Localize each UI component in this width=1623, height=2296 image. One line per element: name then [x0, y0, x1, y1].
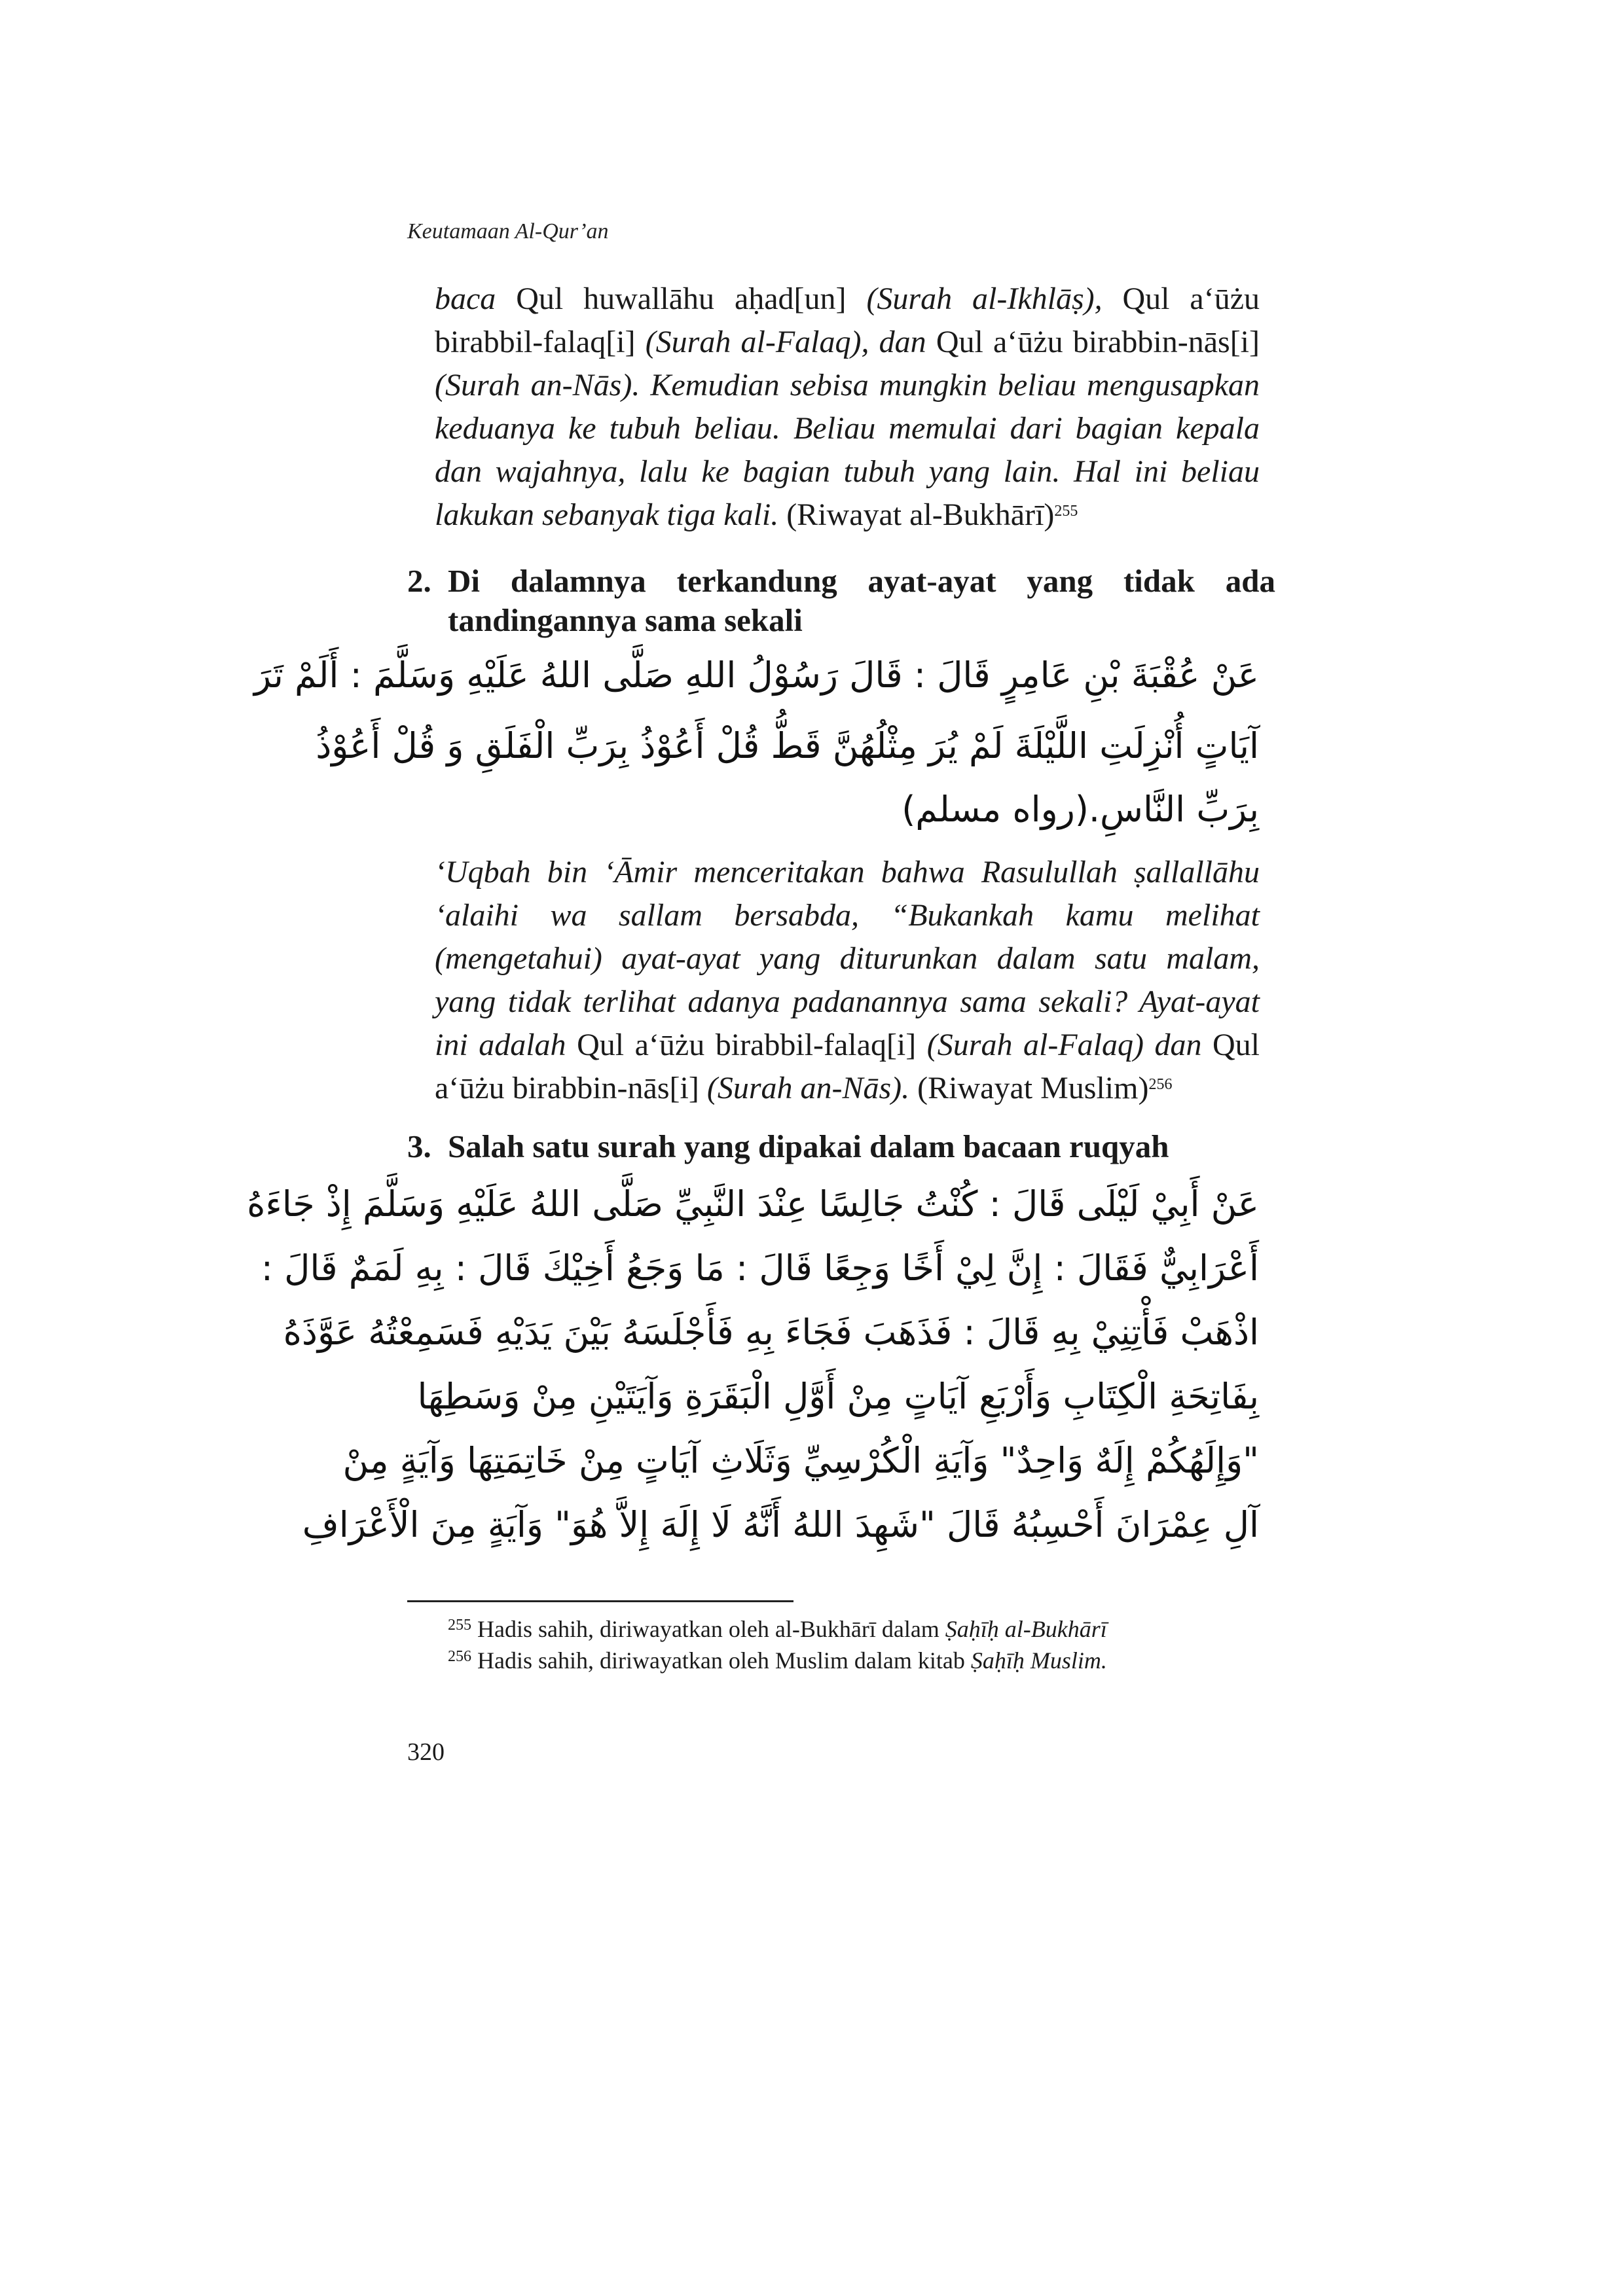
arabic-hadith-line: آيَاتٍ أُنْزِلَتِ اللَّيْلَةَ لَمْ يُرَ مِثْلُهُنَّ قَطُّ قُلْ أَعُوْذُ بِرَبِّ الْفَلَقِ وَ قُلْ أَعُوْذُ	[316, 725, 1259, 766]
footnote-text: Hadis sahih, diriwayatkan oleh al-Bukhārī dalam	[471, 1616, 945, 1642]
text-segment: (Surah al-Ikhlāṣ),	[866, 281, 1103, 316]
text-segment: Qul huwallāhu aḥad[un]	[496, 281, 867, 316]
arabic-hadith-line: عَنْ عُقْبَةَ بْنِ عَامِرٍ قَالَ : قَالَ رَسُوْلُ اللهِ صَلَّى اللهُ عَلَيْهِ وَسَلَّمَ : أَلَمْ تَرَ	[254, 655, 1259, 696]
hadith-translation-paragraph	[435, 851, 1260, 1110]
footnote-256	[448, 1645, 1107, 1676]
footnote-text: Hadis sahih, diriwayatkan oleh Muslim dalam kitab	[471, 1647, 971, 1674]
arabic-hadith-line: اذْهَبْ فَأْتِنِيْ بِهِ قَالَ : فَذَهَبَ فَجَاءَ بِهِ فَأَجْلَسَهُ بَيْنَ يَدَيْهِ فَسَمِعْتُهُ عَوَّذَهُ	[283, 1312, 1259, 1353]
arabic-hadith-line: بِفَاتِحَةِ الْكِتَابِ وَأَرْبَعِ آيَاتٍ مِنْ أَوَّلِ الْبَقَرَةِ وَآيَتَيْنِ مِنْ وَسَطِهَا	[417, 1376, 1259, 1417]
arabic-hadith-line: آلِ عِمْرَانَ أَحْسِبُهُ قَالَ "شَهِدَ اللهُ أَنَّهُ لَا إِلَهَ إِلاَّ هُوَ" وَآيَةٍ مِنَ الْأَعْرَافِ	[302, 1504, 1259, 1545]
text-segment: Qul a‘ūżu birabbil-falaq[i]	[566, 1028, 927, 1062]
footnote-255	[448, 1614, 1107, 1644]
footnote-number: 256	[448, 1648, 471, 1665]
section-title	[448, 562, 1275, 640]
text-segment: (Surah al-Falaq) dan	[926, 1028, 1202, 1062]
heading-line-2: tandingannya sama sekali	[448, 602, 803, 638]
text-segment: Qul a‘ūżu birabbin-nās[i]	[926, 325, 1260, 359]
section-number: 3.	[407, 1128, 431, 1164]
section-2-heading	[407, 562, 1275, 647]
footnote-divider	[407, 1600, 793, 1602]
footnote-source: Ṣaḥīḥ al-Bukhārī	[945, 1616, 1107, 1642]
arabic-hadith-line: أَعْرَابِيٌّ فَقَالَ : إِنَّ لِيْ أَخًا وَجِعًا قَالَ : مَا وَجَعُ أَخِيْكَ قَالَ : بِهِ لَمَمٌ قَالَ :	[261, 1247, 1259, 1289]
arabic-hadith-line: "وَإِلَهُكُمْ إِلَهٌ وَاحِدٌ" وَآيَةِ الْكُرْسِيِّ وَثَلَاثِ آيَاتٍ مِنْ خَاتِمَتِهَا وَآيَةٍ مِنْ	[342, 1440, 1259, 1481]
running-header: Keutamaan Al-Qur’an	[407, 219, 609, 243]
section-title: Salah satu surah yang dipakai dalam bacaan ruqyah	[448, 1128, 1169, 1164]
text-segment: (Surah an-Nās).	[706, 1071, 910, 1105]
text-segment: (Surah al-Falaq), dan	[645, 325, 926, 359]
section-number: 2.	[407, 563, 431, 599]
text-segment: baca	[435, 281, 496, 316]
footnote-number: 255	[448, 1617, 471, 1634]
arabic-hadith-line: بِرَبِّ النَّاسِ.(رواه مسلم)	[902, 789, 1259, 830]
text-segment: ‘Uqbah bin ‘Āmir menceritakan bahwa Rasulullah ṣallallāhu ‘alaihi wa sallam bersabda, “Bukankah kamu melihat (mengetahui) ayat-ayat yang diturunkan dalam satu malam, yang tidak terlihat adanya padanannya sama sekali? Ayat-ayat ini adalah	[435, 855, 1260, 1062]
section-3-heading	[407, 1127, 1275, 1170]
text-segment: (Riwayat Muslim)	[909, 1071, 1149, 1105]
text-segment: Qul a‘ūżu birabbil-falaq[i]	[435, 281, 1260, 359]
footnote-ref-255[interactable]: 255	[1054, 503, 1078, 520]
page-number: 320	[407, 1738, 445, 1766]
footnote-ref-256[interactable]: 256	[1148, 1076, 1173, 1093]
heading-line-1: Di dalamnya terkandung ayat-ayat yang tidak ada	[448, 563, 1275, 599]
text-segment: Qul a‘ūżu birabbin-nās[i]	[435, 1028, 1260, 1105]
text-segment: (Riwayat al-Bukhārī)	[778, 497, 1055, 532]
hadith-translation-paragraph	[435, 278, 1260, 537]
text-segment: (Surah an-Nās). Kemudian sebisa mungkin beliau mengusapkan keduanya ke tubuh beliau. Beliau memulai dari bagian kepala dan wajahnya, lalu ke bagian tubuh yang lain. Hal ini beliau lakukan sebanyak tiga kali.	[435, 368, 1260, 532]
arabic-hadith-line: عَنْ أَبِيْ لَيْلَى قَالَ : كُنْتُ جَالِسًا عِنْدَ النَّبِيِّ صَلَّى اللهُ عَلَيْهِ وَسَلَّمَ إِذْ جَاءَهُ	[247, 1183, 1259, 1225]
footnote-source: Ṣaḥīḥ Muslim.	[970, 1647, 1107, 1674]
